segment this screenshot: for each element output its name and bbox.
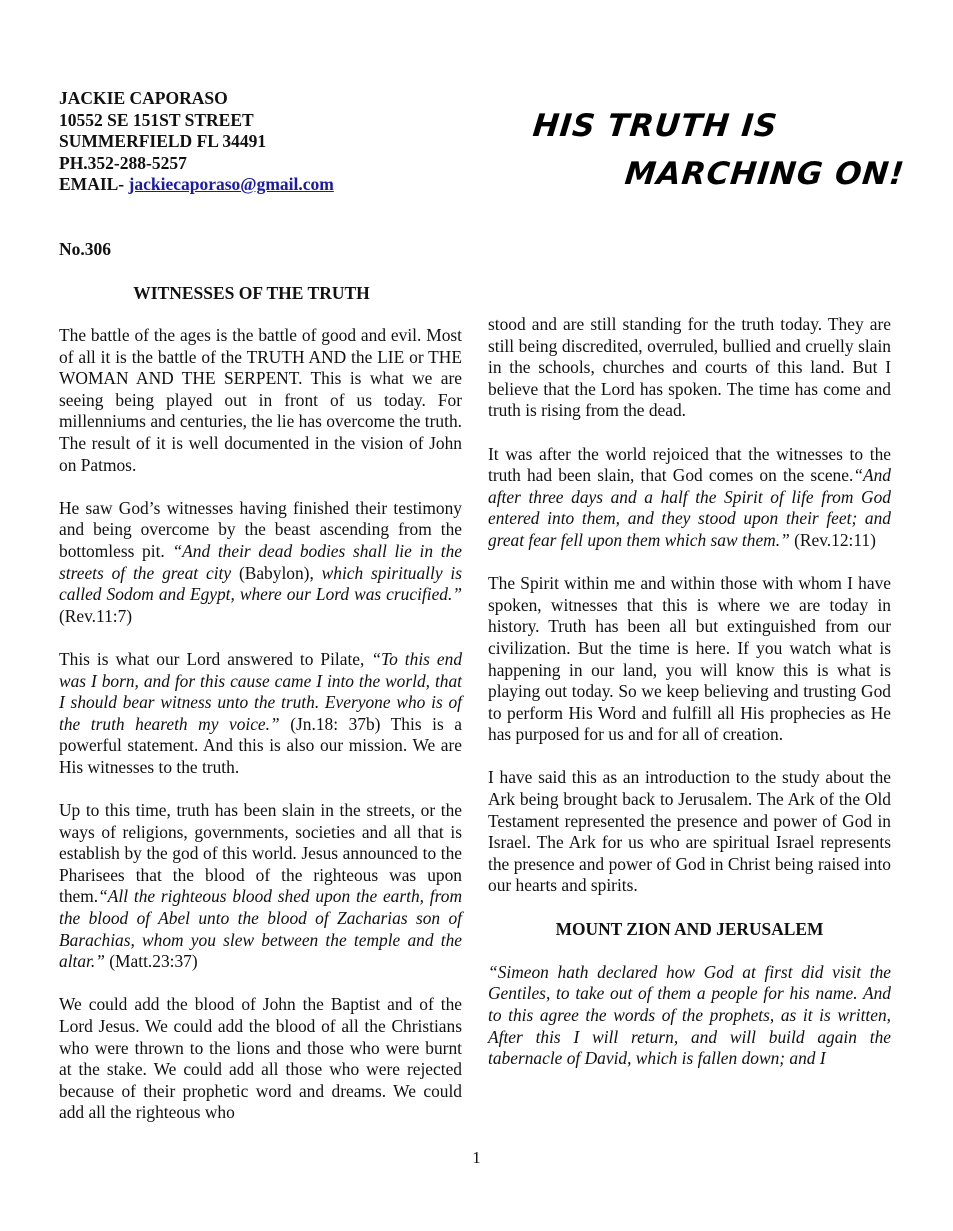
paragraph: [488, 962, 891, 1070]
article-title: WITNESSES OF THE TRUTH: [133, 283, 370, 303]
paragraph: stood and are still standing for the truth today. They are still being discredited, overruled, bullied and cruelly slain in the schools, churches and courts of this land. But I believe that the Lord has spoken. The time has come and truth is rising from the dead.: [488, 314, 891, 421]
email-link[interactable]: jackiecaporaso@gmail.com: [128, 174, 334, 194]
paragraph: [59, 800, 462, 973]
email-line: [59, 174, 334, 196]
author-name: JACKIE CAPORASO: [59, 88, 228, 108]
street-address: 10552 SE 151ST STREET: [59, 109, 254, 130]
scripture-quote: “Simeon hath declared how God at first did visit the Gentiles, to take out of them a people for his name. And to this agree the words of the prophets, as it is written, After this I will return, and will build again the tabernacle of David, which is fallen down; and I: [488, 961, 891, 1069]
scripture-quote: “All the righteous blood shed upon the earth, from the blood of Abel unto the blood of Zacharias son of Barachias, whom you slew between the temple and the altar.”: [59, 886, 462, 972]
paragraph: The Spirit within me and within those with whom I have spoken, witnesses that this is where we are today in history. Truth has been all but extinguished from our civilization. But the time is here. If you watch what is happening in our land, you will know this is what is playing out today. So we keep believing and trusting God to perform His Word and fulfill all His prophecies as He has purposed for us and for all of creation.: [488, 573, 891, 745]
right-column: [488, 314, 891, 1070]
motto-line-1: HIS TRUTH IS: [531, 108, 780, 144]
paragraph: I have said this as an introduction to the study about the Ark being brought back to Jerusalem. The Ark of the Old Testament represented the presence and power of God in Israel. The Ark for us who are spiritual Israel represents the presence and power of God in Christ being raised into our hearts and spirits.: [488, 767, 891, 896]
section-subheading: MOUNT ZION AND JERUSALEM: [555, 918, 824, 939]
phone-number: PH.352-288-5257: [59, 152, 187, 173]
motto-line-2: MARCHING ON!: [623, 156, 907, 192]
scripture-quote: which spiritually is called Sodom and Egypt, where our Lord was crucified.”: [59, 562, 462, 605]
text-run: This is what our Lord answered to Pilate,: [59, 648, 372, 669]
scripture-reference: (Matt.23:37): [104, 951, 198, 972]
text-run: (Jn.18: 37b) This is a powerful statement. And this is also our mission. We are His witnesses to the truth.: [59, 713, 462, 777]
city-state-zip: SUMMERFIELD FL 34491: [59, 131, 267, 151]
sender-address-block: [59, 88, 334, 196]
text-run: He saw God’s witnesses having finished their testimony and being overcome by the beast ascending from the bottomless pit.: [59, 497, 462, 561]
paragraph: [59, 498, 462, 628]
left-column: [59, 325, 462, 1124]
text-run: It was after the world rejoiced that the witnesses to the truth had been slain, that God comes on the scene.: [488, 443, 891, 486]
page-number: 1: [472, 1148, 481, 1167]
paragraph: We could add the blood of John the Baptist and of the Lord Jesus. We could add the blood of all the Christians who were thrown to the lions and those who were burnt at the stake. We could add all those who were rejected because of their prophetic word and dreams. We could add all the righteous who: [59, 994, 462, 1123]
issue-number: No.306: [59, 239, 112, 259]
scripture-quote: “And their dead bodies shall lie in the streets of the great city: [59, 540, 462, 583]
scripture-reference: (Rev.12:11): [789, 529, 876, 550]
paragraph: [488, 444, 891, 552]
scripture-quote: “To this end was I born, and for this cause came I into the world, that I should bear witness unto the truth. Everyone who is of the truth heareth my voice.”: [59, 648, 463, 734]
email-label: EMAIL-: [59, 174, 129, 194]
scripture-reference: (Rev.11:7): [59, 605, 133, 626]
scripture-quote: “And after three days and a half the Spirit of life from God entered into them, and they stood upon their feet; and great fear fell upon them which saw them.”: [488, 465, 891, 550]
text-run: Up to this time, truth has been slain in the streets, or the ways of religions, governments, societies and all that is establish by the god of this world. Jesus announced to the Pharisees that the blood of the righteous was upon them.: [59, 800, 462, 907]
paragraph: The battle of the ages is the battle of good and evil. Most of all it is the battle of the TRUTH AND the LIE or THE WOMAN AND THE SERPENT. This is what we are seeing being played out in front of us today. For millenniums and centuries, the lie has overcome the truth. The result of it is well documented in the vision of John on Patmos.: [59, 325, 462, 475]
text-run: (Babylon),: [231, 562, 322, 583]
paragraph: [59, 649, 462, 779]
